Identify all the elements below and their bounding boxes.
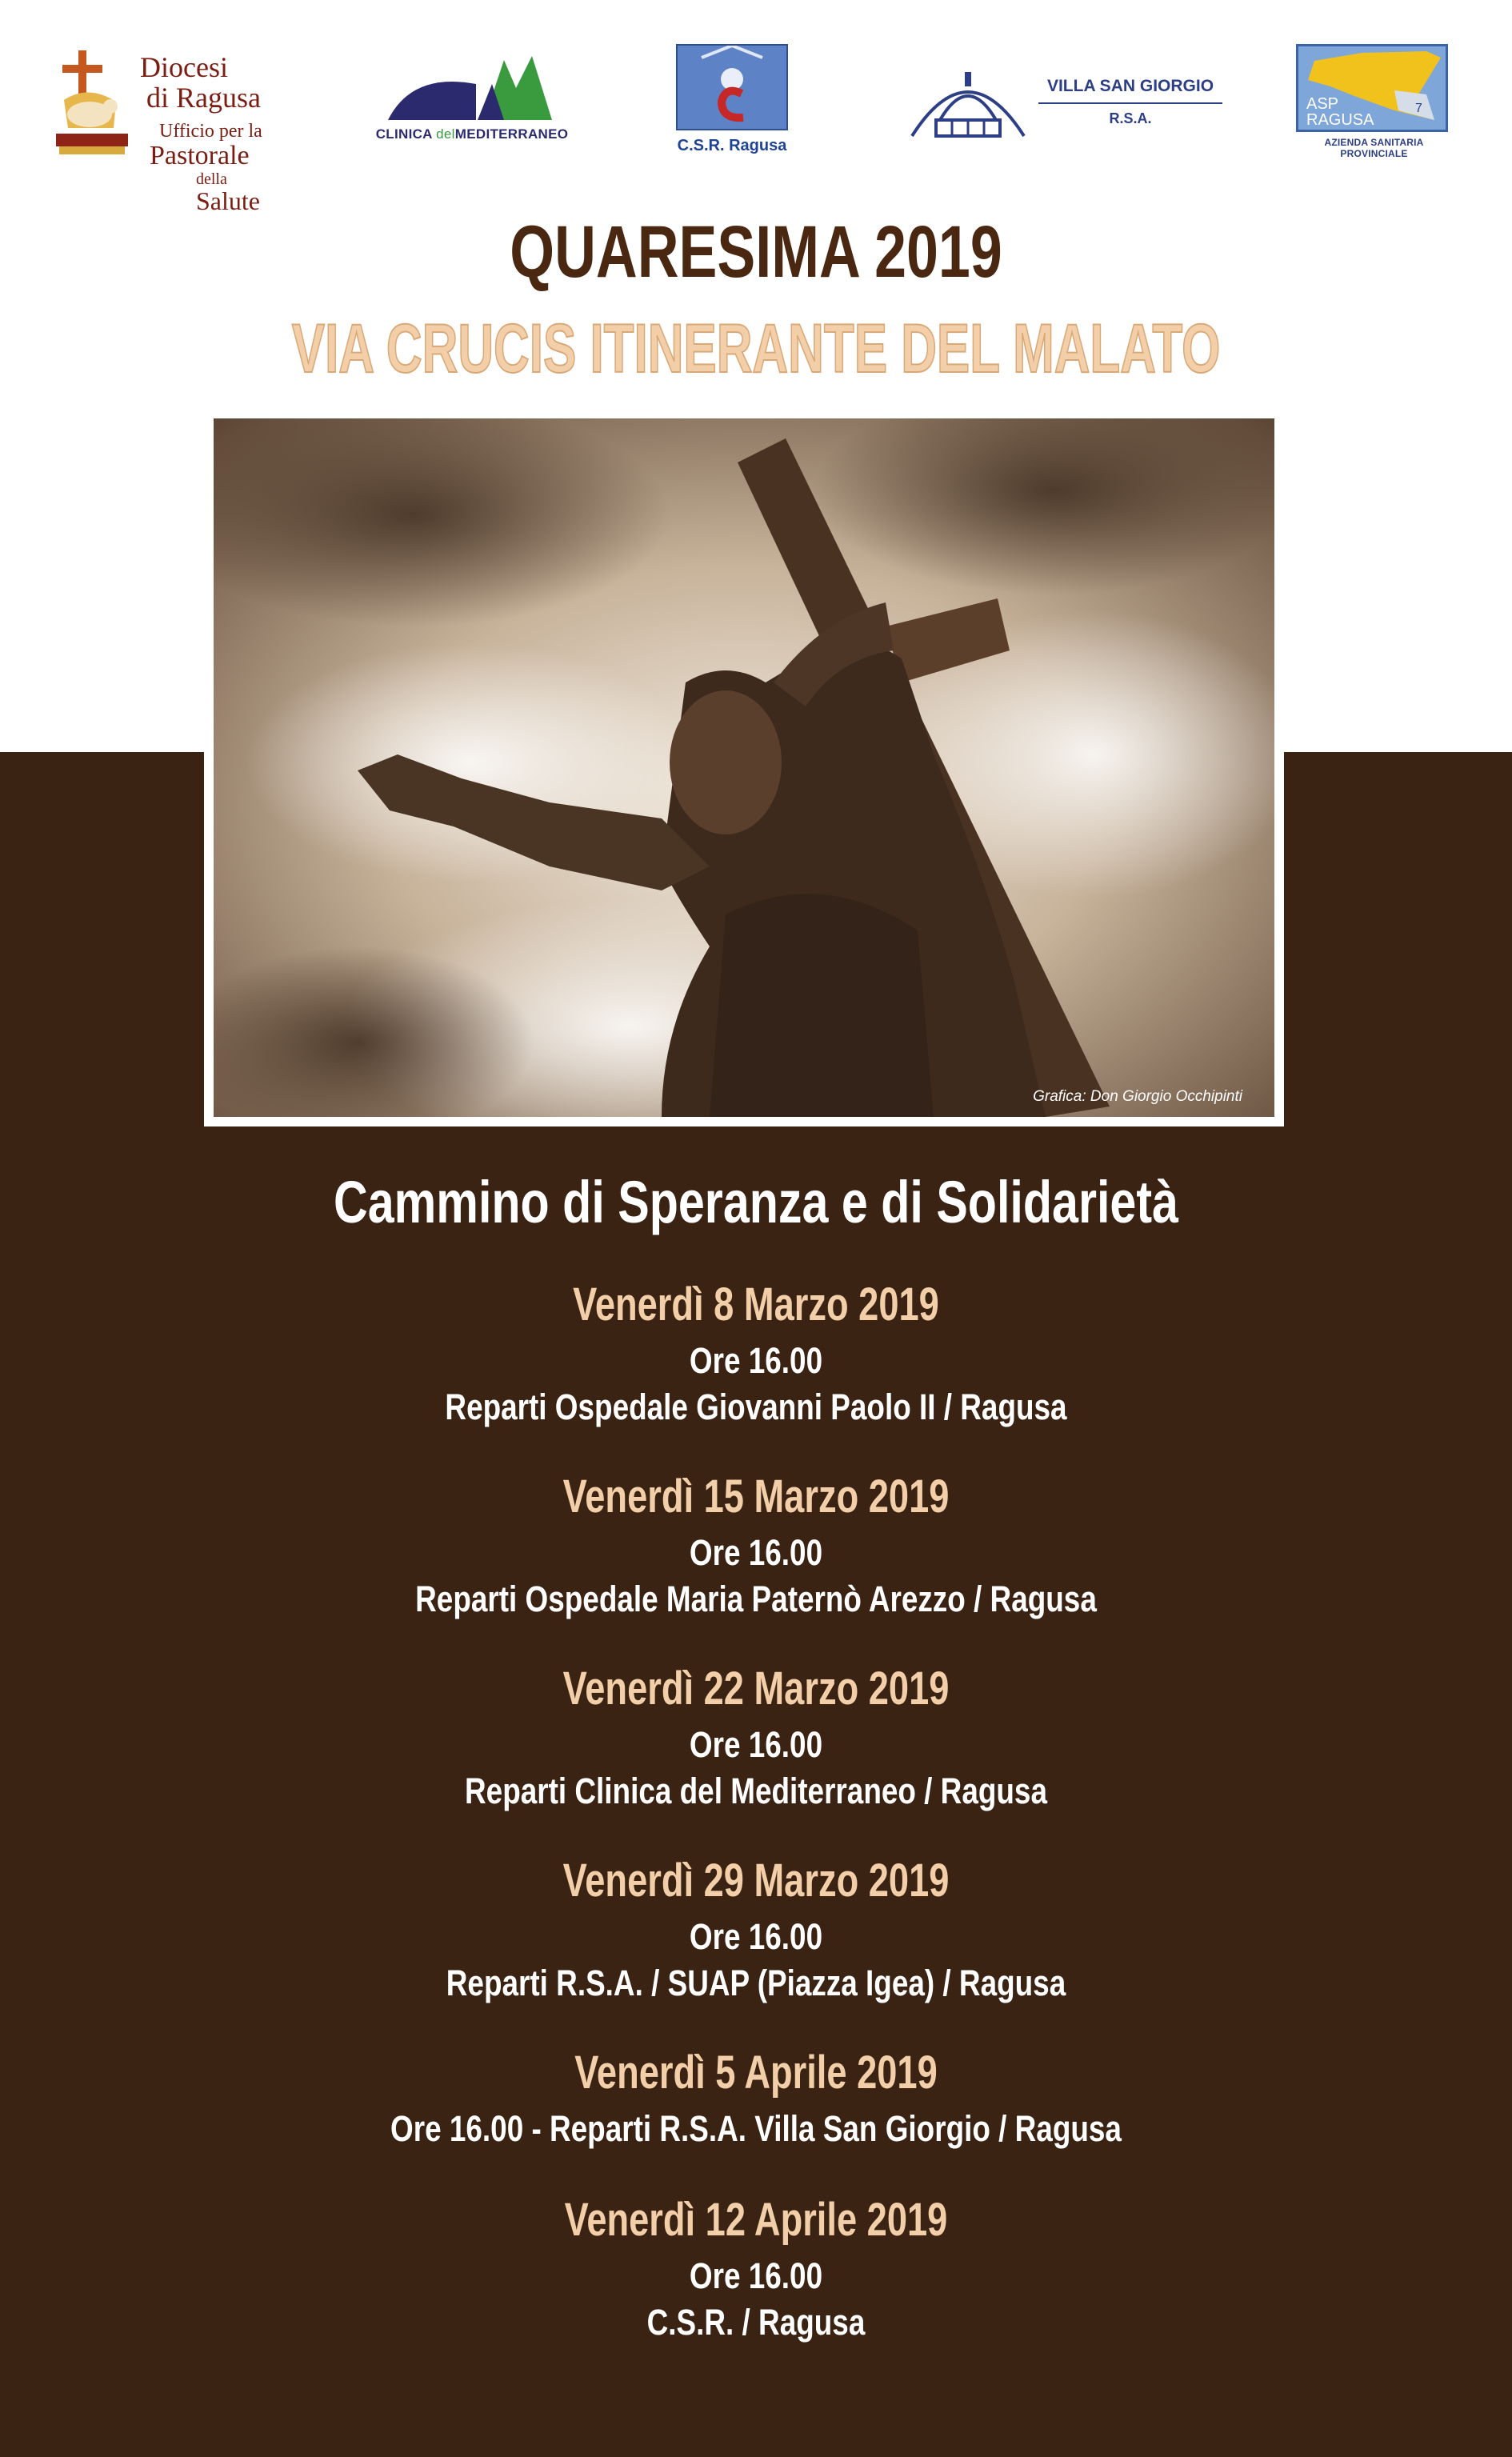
asp-district-number: 7 xyxy=(1415,102,1422,115)
villa-divider xyxy=(1038,102,1222,104)
diocesi-ragusa-logo xyxy=(48,44,304,228)
event-time-place: Ore 16.00 - Reparti R.S.A. Villa San Giorgio / Ragusa xyxy=(390,2108,1122,2149)
event-date: Venerdì 12 Aprile 2019 xyxy=(564,2194,948,2246)
csr-emblem-icon xyxy=(678,46,786,129)
event-item xyxy=(0,2047,1512,2152)
clinica-word: CLINICA xyxy=(375,126,433,142)
asp-ragusa-logo xyxy=(1296,44,1452,159)
event-date: Venerdì 29 Marzo 2019 xyxy=(562,1855,950,1907)
pastorale-label: Pastorale xyxy=(150,141,250,170)
event-time: Ore 16.00 xyxy=(689,1916,823,1957)
event-date: Venerdì 15 Marzo 2019 xyxy=(562,1471,950,1523)
ufficio-label: Ufficio per la xyxy=(159,121,262,142)
photo-credit: Grafica: Don Giorgio Occhipinti xyxy=(1033,1088,1242,1105)
event-item xyxy=(0,1471,1512,1623)
clinica-del-word: del xyxy=(436,126,455,142)
event-time: Ore 16.00 xyxy=(689,2255,823,2296)
event-place: C.S.R. / Ragusa xyxy=(646,2302,866,2343)
diocesi-name: Diocesi xyxy=(140,51,228,83)
event-item xyxy=(0,1855,1512,2007)
lamb-cross-emblem-icon xyxy=(48,44,136,188)
event-place: Reparti Clinica del Mediterraneo / Ragusa xyxy=(465,1771,1047,1811)
csr-ragusa-logo xyxy=(676,44,788,164)
clinica-mediterraneo-logo xyxy=(364,48,580,152)
villa-subtitle: R.S.A. xyxy=(1109,110,1152,126)
diocesi-place: di Ragusa xyxy=(146,82,261,114)
tagline: Cammino di Speranza e di Solidarietà xyxy=(333,1169,1178,1235)
dome-church-icon xyxy=(904,56,1032,144)
sepia-statue-image xyxy=(214,418,1274,1117)
event-date: Venerdì 22 Marzo 2019 xyxy=(562,1663,950,1715)
event-place: Reparti Ospedale Maria Paternò Arezzo / Ragusa xyxy=(415,1579,1097,1619)
asp-label-line2: RAGUSA xyxy=(1306,111,1374,129)
event-date: Venerdì 5 Aprile 2019 xyxy=(574,2047,938,2099)
asp-subtitle: AZIENDA SANITARIA PROVINCIALE xyxy=(1324,137,1424,159)
photo-frame xyxy=(204,410,1284,1126)
csr-label: C.S.R. Ragusa xyxy=(677,137,787,154)
event-time: Ore 16.00 xyxy=(689,1340,823,1381)
villa-title: VILLA SAN GIORGIO xyxy=(1046,77,1214,95)
della-label: della xyxy=(196,170,227,188)
event-item xyxy=(0,1663,1512,1815)
page-title: QUARESIMA 2019 xyxy=(510,211,1002,293)
event-item xyxy=(0,2194,1512,2346)
event-time: Ore 16.00 xyxy=(689,1724,823,1765)
villa-san-giorgio-logo xyxy=(904,56,1216,144)
event-place: Reparti R.S.A. / SUAP (Piazza Igea) / Ragusa xyxy=(446,1963,1066,2003)
event-time: Ore 16.00 xyxy=(689,1532,823,1573)
christ-carrying-cross-photo xyxy=(214,418,1274,1117)
event-date: Venerdì 8 Marzo 2019 xyxy=(573,1279,939,1331)
asp-label-line1: ASP xyxy=(1306,95,1339,113)
page-subtitle: VIA CRUCIS ITINERANTE DEL MALATO xyxy=(291,310,1221,387)
event-item xyxy=(0,1279,1512,1431)
event-place: Reparti Ospedale Giovanni Paolo II / Ragusa xyxy=(445,1387,1067,1427)
salute-label: Salute xyxy=(196,186,260,215)
clinica-mediterraneo-word: MEDITERRANEO xyxy=(454,126,569,142)
clinica-mountain-emblem-icon xyxy=(364,48,580,124)
